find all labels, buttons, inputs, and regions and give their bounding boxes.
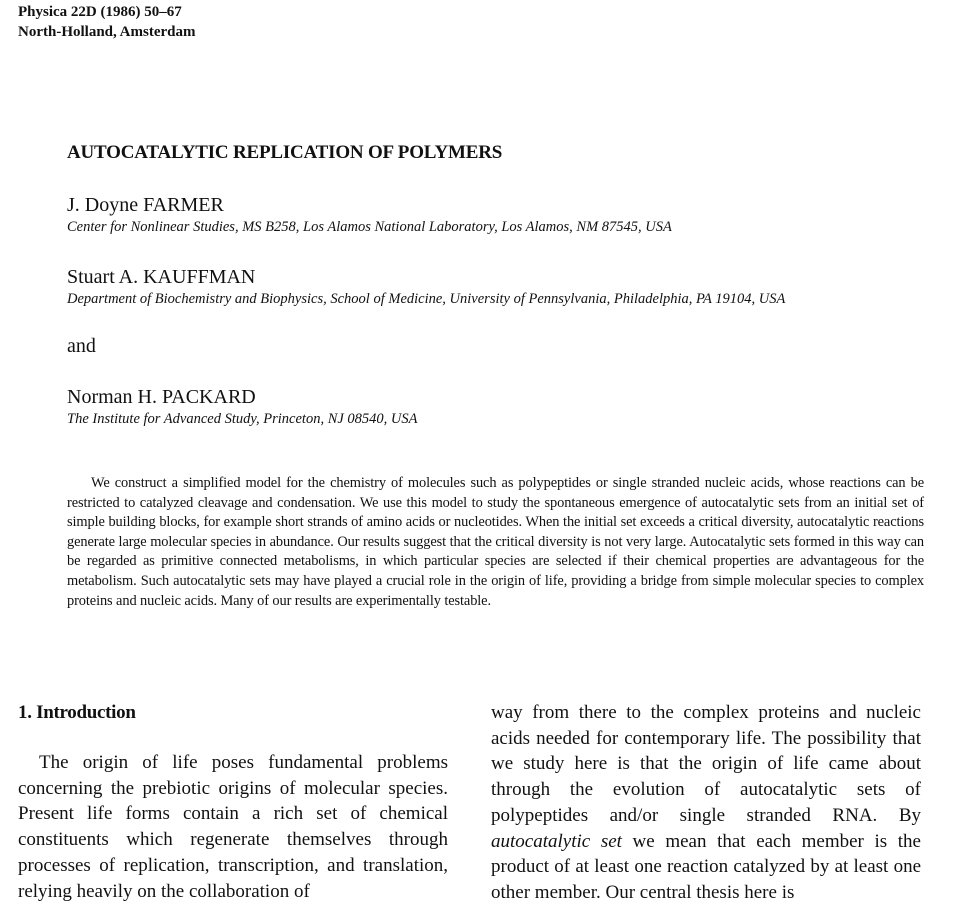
column-right [491, 700, 921, 906]
abstract: We construct a simplified model for the chemistry of molecules such as polypeptides or single stranded nucleic acids, whose reactions can be restricted to catalyzed cleavage and condensation. We use this model to study the spontaneous emergence of autocatalytic sets from an initial set of simple building blocks, for example short strands of amino acids or nucleotides. When the initial set exceeds a critical diversity, autocatalytic reactions generate large molecular species in abundance. Our results suggest that the critical diversity is not very large. Autocatalytic sets formed in this way can be regarded as primitive connected metabolisms, in which particular species are selected if their chemical properties are advantageous for the metabolism. Such autocatalytic sets may have played a crucial role in the origin of life, providing a bridge from simple molecular species to complex proteins and nucleic acids. Many of our results are experimentally testable. [67, 475, 924, 609]
introduction-continuation [491, 700, 921, 906]
column-left [18, 700, 448, 904]
author-affiliation-1: Center for Nonlinear Studies, MS B258, Los Alamos National Laboratory, Los Alamos, NM 87545, USA [67, 219, 672, 235]
author-affiliation-3: The Institute for Advanced Study, Princeton, NJ 08540, USA [67, 411, 418, 427]
author-name-1: J. Doyne FARMER [67, 194, 224, 216]
author-name-3: Norman H. PACKARD [67, 386, 256, 408]
journal-header [18, 2, 196, 42]
continuation-text-1: way from there to the complex proteins and nucleic acids needed for contemporary life. The possibility that we study here is that the origin of life came about through the evolution of autocatalytic sets of polypeptides and/or single stranded RNA. By [491, 702, 921, 826]
journal-publisher: North-Holland, Amsterdam [18, 24, 196, 40]
article-title: AUTOCATALYTIC REPLICATION OF POLYMERS [67, 142, 503, 163]
author-conjunction: and [67, 335, 96, 357]
author-name-2: Stuart A. KAUFFMAN [67, 266, 256, 288]
section-heading-introduction: 1. Introduction [18, 702, 136, 723]
emphasized-term: autocatalytic set [491, 830, 622, 852]
introduction-paragraph: The origin of life poses fundamental problems concerning the prebiotic origins of molecular species. Present life forms contain a rich set of chemical constituents which regenerate themselves through processes of replication, transcription, and translation, relying heavily on the collaboration of [18, 752, 448, 902]
journal-citation: Physica 22D (1986) 50–67 [18, 4, 182, 20]
author-affiliation-2: Department of Biochemistry and Biophysics, School of Medicine, University of Pennsylvania, Philadelphia, PA 19104, USA [67, 291, 786, 307]
continuation-text-2: we mean that each member is the product of at least one reaction catalyzed by at least one other member. Our central thesis here is [491, 830, 921, 903]
